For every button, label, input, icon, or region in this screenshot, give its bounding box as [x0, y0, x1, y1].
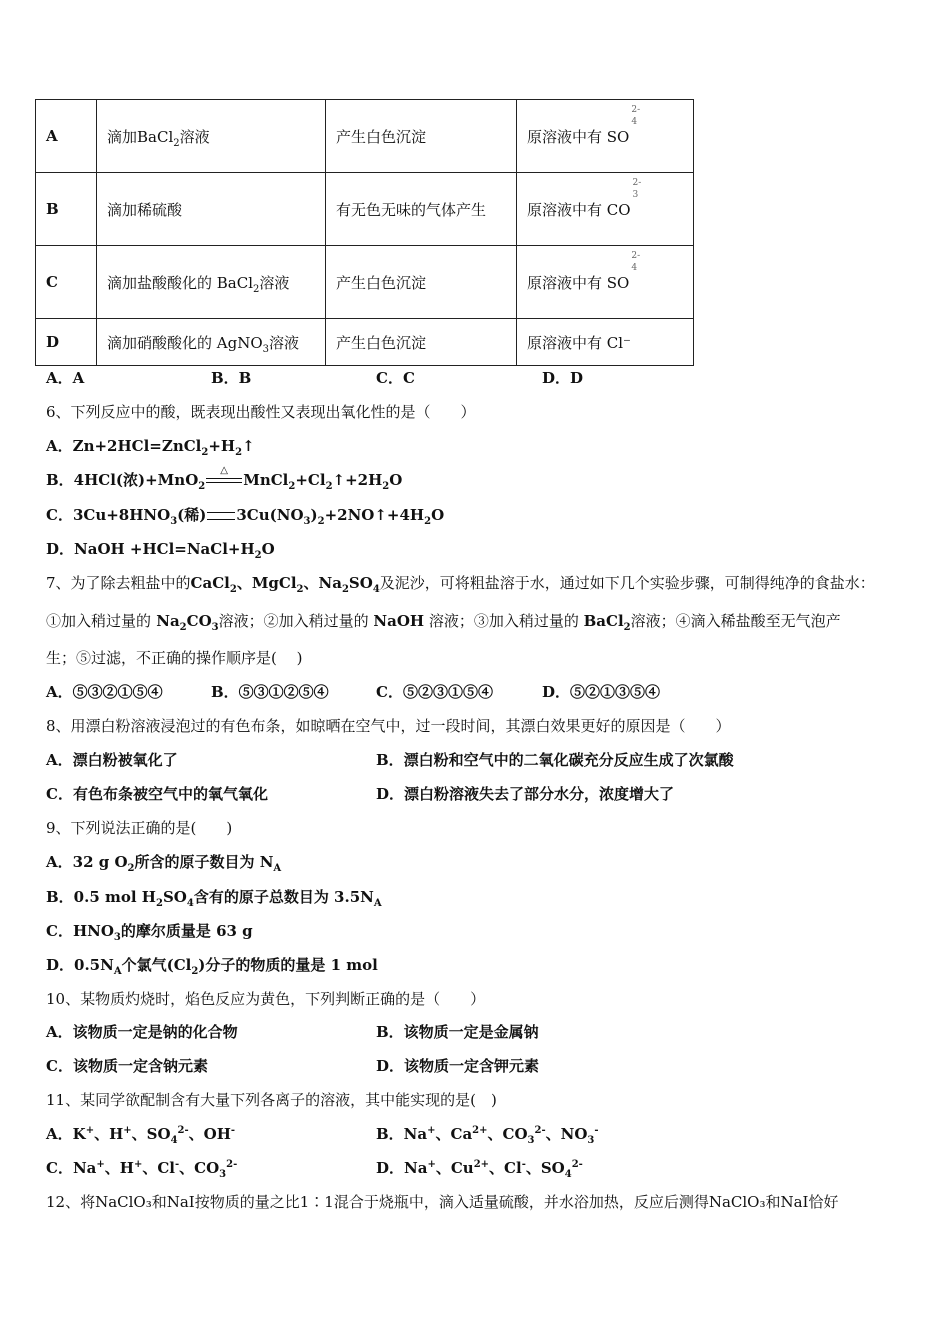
- row-phenomenon: 产生白色沉淀: [326, 100, 517, 173]
- q11-option-d[interactable]: D．Na+、$Cu^{2+}$、Cl-、$SO_4^{2-}$: [376, 1159, 583, 1180]
- q6-option-b[interactable]: B．4HCl(浓)+MnO$_2$ △ $MnCl_2+Cl_2↑+2H_2O$: [46, 465, 403, 492]
- q6-option-c[interactable]: C．$3Cu+8HNO_3$(稀) $3Cu(NO_3)_2+2NO↑+4H_2O$: [46, 506, 445, 527]
- row-conclusion: 原溶液中有 CO 2- 3: [517, 173, 694, 246]
- question-7-stem: 7、为了除去粗盐中的CaCl$_2$、MgCl$_2$、$Na_2SO_4$及泥沙，可将粗盐溶于水，通过如下几个实验步骤，可制得纯净的食盐水：: [46, 574, 875, 595]
- q10-option-b[interactable]: B．该物质一定是金属钠: [376, 1023, 539, 1041]
- q8-option-c[interactable]: C．有色布条被空气中的氧气氧化: [46, 785, 268, 803]
- q7-option-b[interactable]: B．⑤③①②⑤④: [211, 683, 329, 701]
- q8-option-d[interactable]: D．漂白粉溶液失去了部分水分，浓度增大了: [376, 785, 675, 803]
- option-d[interactable]: D．D: [542, 369, 584, 387]
- question-9-stem: 9、下列说法正确的是( ): [46, 819, 233, 837]
- row-conclusion: 原溶液中有 SO 2- 4: [517, 100, 694, 173]
- question-7-steps-end: 生；⑤过滤，不正确的操作顺序是( ): [46, 649, 303, 667]
- table-row: [36, 246, 694, 319]
- row-phenomenon: 有无色无味的气体产生: [326, 173, 517, 246]
- row-phenomenon: 产生白色沉淀: [326, 246, 517, 319]
- row-conclusion: 原溶液中有 Cl⁻: [517, 319, 694, 366]
- q6-option-d[interactable]: D．NaOH $+HCl=NaCl+H_2O$: [46, 540, 275, 561]
- q7-option-d[interactable]: D．⑤②①③⑤④: [542, 683, 661, 701]
- q10-option-d[interactable]: D．该物质一定含钾元素: [376, 1057, 540, 1075]
- option-b[interactable]: B．B: [211, 369, 252, 387]
- question-8-stem: 8、用漂白粉溶液浸泡过的有色布条，如晾晒在空气中，过一段时间，其漂白效果更好的原因是（ ）: [46, 717, 731, 735]
- q11-option-c[interactable]: C．Na+、H+、Cl-、$CO_3^{2-}$: [46, 1159, 238, 1180]
- q11-option-b[interactable]: B．Na+、$Ca^{2+}$、$CO_3^{2-}$、$NO_3^-$: [376, 1125, 599, 1146]
- row-operation: 滴加BaCl$_2$溶液: [97, 100, 326, 173]
- q6-option-a[interactable]: A．$Zn+2HCl=ZnCl_2+H_2↑$: [46, 437, 255, 458]
- row-letter: C: [36, 246, 97, 319]
- row-operation: 滴加盐酸酸化的 BaCl$_2$溶液: [97, 246, 326, 319]
- heat-condition-arrow: △: [206, 475, 242, 487]
- q10-option-a[interactable]: A．该物质一定是钠的化合物: [46, 1023, 238, 1041]
- table-row: [36, 100, 694, 173]
- q8-option-b[interactable]: B．漂白粉和空气中的二氧化碳充分反应生成了次氯酸: [376, 751, 734, 769]
- question-10-stem: 10、某物质灼烧时，焰色反应为黄色，下列判断正确的是（ ）: [46, 990, 486, 1008]
- q9-option-b[interactable]: B．0.5 mol $H_2SO_4$含有的原子总数目为 $3.5N_A$: [46, 888, 382, 909]
- q11-option-a[interactable]: A．K+、H+、$SO_4^{2-}$、OH-: [46, 1125, 236, 1146]
- experiment-table: [35, 99, 694, 366]
- row-operation: 滴加稀硫酸: [97, 173, 326, 246]
- option-a[interactable]: A．A: [46, 369, 85, 387]
- row-letter: B: [36, 173, 97, 246]
- row-conclusion: 原溶液中有 SO 2- 4: [517, 246, 694, 319]
- option-c[interactable]: C．C: [376, 369, 415, 387]
- row-operation: 滴加硝酸酸化的 AgNO$_3$溶液: [97, 319, 326, 366]
- row-phenomenon: 产生白色沉淀: [326, 319, 517, 366]
- question-6-stem: 6、下列反应中的酸，既表现出酸性又表现出氧化性的是（ ）: [46, 403, 476, 421]
- row-letter: A: [36, 100, 97, 173]
- q9-option-a[interactable]: A．32 g $O_2$所含的原子数目为 $N_A$: [46, 853, 282, 874]
- table-row: [36, 173, 694, 246]
- table-row: [36, 319, 694, 366]
- question-7-steps: ①加入稍过量的 $Na_2CO_3$溶液；②加入稍过量的 NaOH 溶液；③加入稍过量的 BaCl$_2$溶液；④滴入稀盐酸至无气泡产: [46, 612, 841, 633]
- q9-option-c[interactable]: C．$HNO_3$的摩尔质量是 63 g: [46, 922, 253, 943]
- q7-option-c[interactable]: C．⑤②③①⑤④: [376, 683, 493, 701]
- q9-option-d[interactable]: D．$0.5N_A$个氯气$(Cl_2)$分子的物质的量是 1 mol: [46, 956, 378, 977]
- q7-option-a[interactable]: A．⑤③②①⑤④: [46, 683, 163, 701]
- question-11-stem: 11、某同学欲配制含有大量下列各离子的溶液，其中能实现的是( ): [46, 1091, 497, 1109]
- row-letter: D: [36, 319, 97, 366]
- q10-option-c[interactable]: C．该物质一定含钠元素: [46, 1057, 208, 1075]
- question-12-stem: 12、将NaClO₃和NaI按物质的量之比1∶1混合于烧瓶中，滴入适量硫酸，并水浴加热，反应后测得NaClO₃和NaI恰好: [46, 1193, 839, 1211]
- equals-sign: [207, 512, 235, 520]
- q8-option-a[interactable]: A．漂白粉被氧化了: [46, 751, 178, 769]
